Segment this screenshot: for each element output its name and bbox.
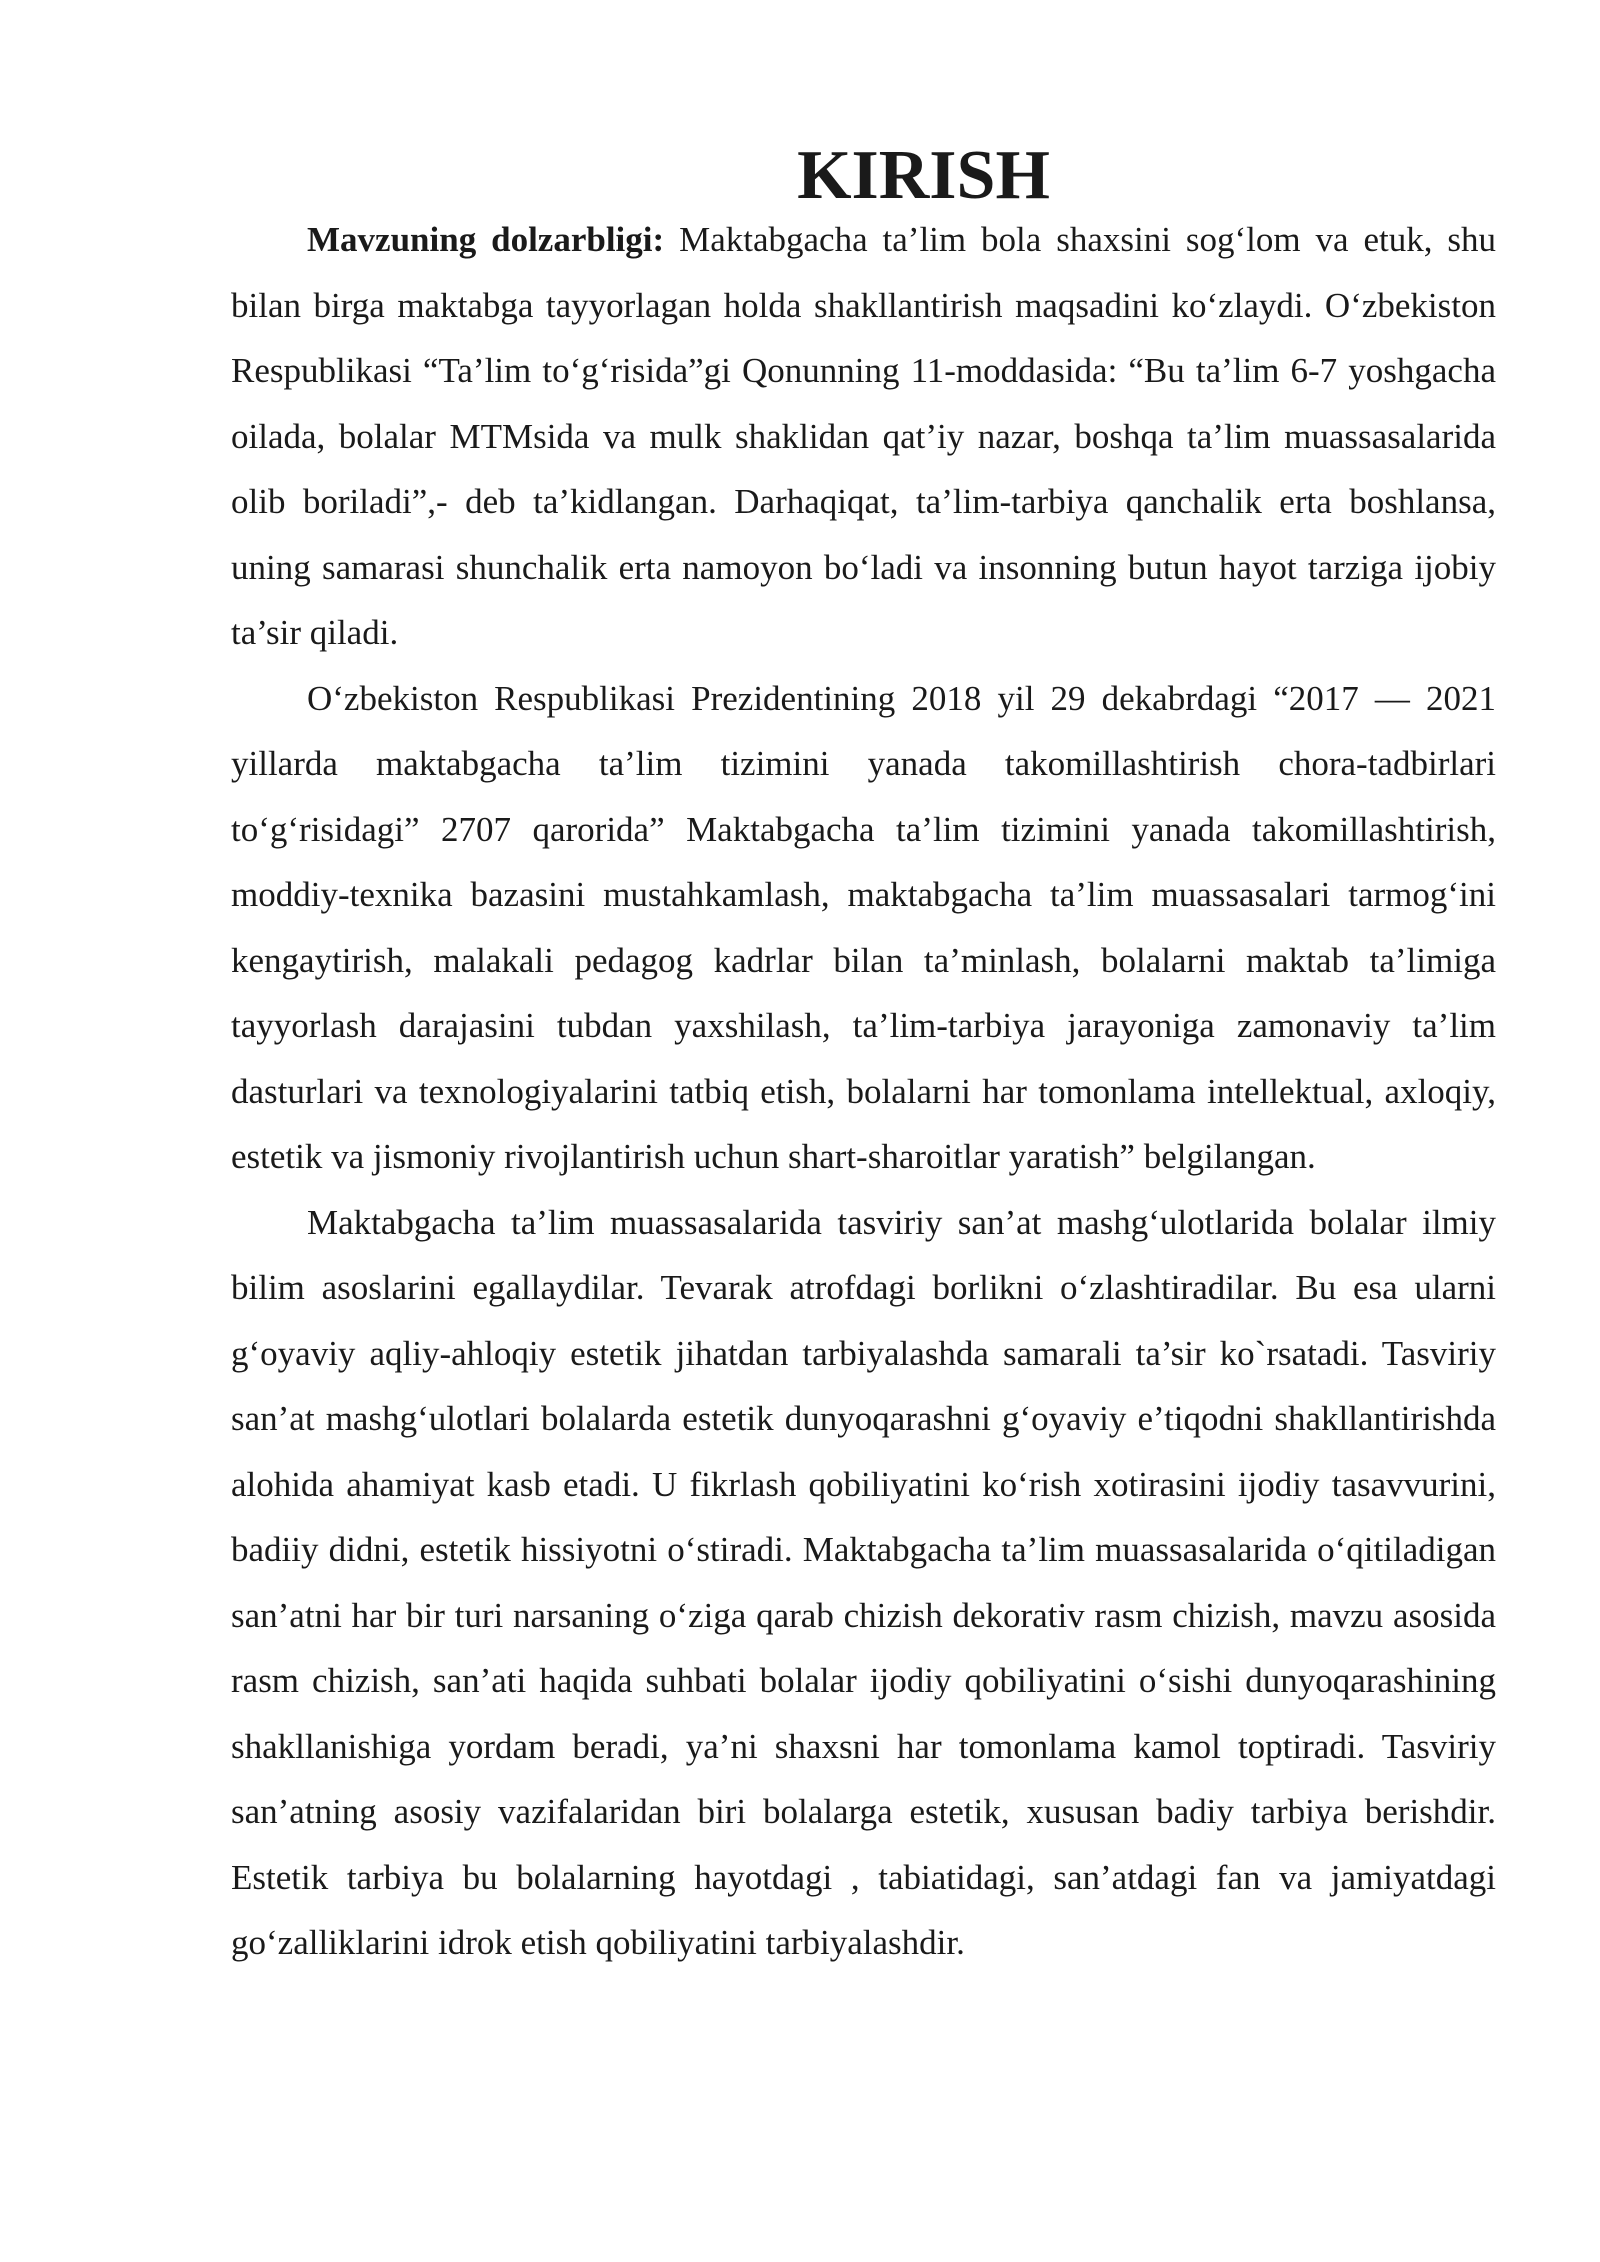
paragraph-text: Maktabgacha ta’lim bola shaxsini sog‘lom va etuk, shu bilan birga maktabga tayyorlagan holda shakllantirish maqsadini ko‘zlaydi. O‘zbekiston Respublikasi “Ta’lim to‘g‘risida”gi Qonunning 11-moddasida: “Bu ta’lim 6-7 yoshgacha oilada, bolalar MTMsida va mulk shaklidan qat’iy nazar, boshqa ta’lim muassasalarida olib boriladi”,- deb ta’kidlangan. Darhaqiqat, ta’lim-tarbiya qanchalik erta boshlansa, uning samarasi shunchalik erta namoyon bo‘ladi va insonning butun hayot tarziga ijobiy ta’sir qiladi. (231, 220, 1496, 652)
page-title: KIRISH (797, 137, 1050, 214)
paragraph-lead: Mavzuning dolzarbligi: (307, 220, 665, 259)
paragraph-relevance (231, 207, 1496, 666)
paragraph-fine-arts (231, 1190, 1496, 1976)
paragraph-text: O‘zbekiston Respublikasi Prezidentining 2018 yil 29 dekabrdagi “2017 — 2021 yillarda maktabgacha ta’lim tizimini yanada takomillashtirish chora-tadbirlari to‘g‘risidagi” 2707 qarorida” Maktabgacha ta’lim tizimini yanada takomillashtirish, moddiy-texnika bazasini mustahkamlash, maktabgacha ta’lim muassasalari tarmog‘ini kengaytirish, malakali pedagog kadrlar bilan ta’minlash, bolalarni maktab ta’limiga tayyorlash darajasini tubdan yaxshilash, ta’lim-tarbiya jarayoniga zamonaviy ta’lim dasturlari va texnologiyalarini tatbiq etish, bolalarni har tomonlama intellektual, axloqiy, estetik va jismoniy rivojlantirish uchun shart-sharoitlar yaratish” belgilangan. (231, 678, 1496, 1176)
paragraph-decree (231, 666, 1496, 1190)
paragraph-text: Maktabgacha ta’lim muassasalarida tasviriy san’at mashg‘ulotlarida bolalar ilmiy bilim asoslarini egallaydilar. Tevarak atrofdagi borlikni o‘zlashtiradilar. Bu esa ularni g‘oyaviy aqliy-ahloqiy estetik jihatdan tarbiyalashda samarali ta’sir ko`rsatadi. Tasviriy san’at mashg‘ulotlari bolalarda estetik dunyoqarashni g‘oyaviy e’tiqodni shakllantirishda alohida ahamiyat kasb etadi. U fikrlash qobiliyatini ko‘rish xotirasini ijodiy tasavvurini, badiiy didni, estetik hissiyotni o‘stiradi. Maktabgacha ta’lim muassasalarida o‘qitiladigan san’atni har bir turi narsaning o‘ziga qarab chizish dekorativ rasm chizish, mavzu asosida rasm chizish, san’ati haqida suhbati bolalar ijodiy qobiliyatini o‘sishi dunyoqarashining shakllanishiga yordam beradi, ya’ni shaxsni har tomonlama kamol toptiradi. Tasviriy san’atning asosiy vazifalaridan biri bolalarga estetik, xususan badiy tarbiya berishdir. Estetik tarbiya bu bolalarning hayotdagi , tabiatidagi, san’atdagi fan va jamiyatdagi go‘zalliklarini idrok etish qobiliyatini tarbiyalashdir. (231, 1202, 1496, 1962)
document-body (231, 137, 1496, 1976)
